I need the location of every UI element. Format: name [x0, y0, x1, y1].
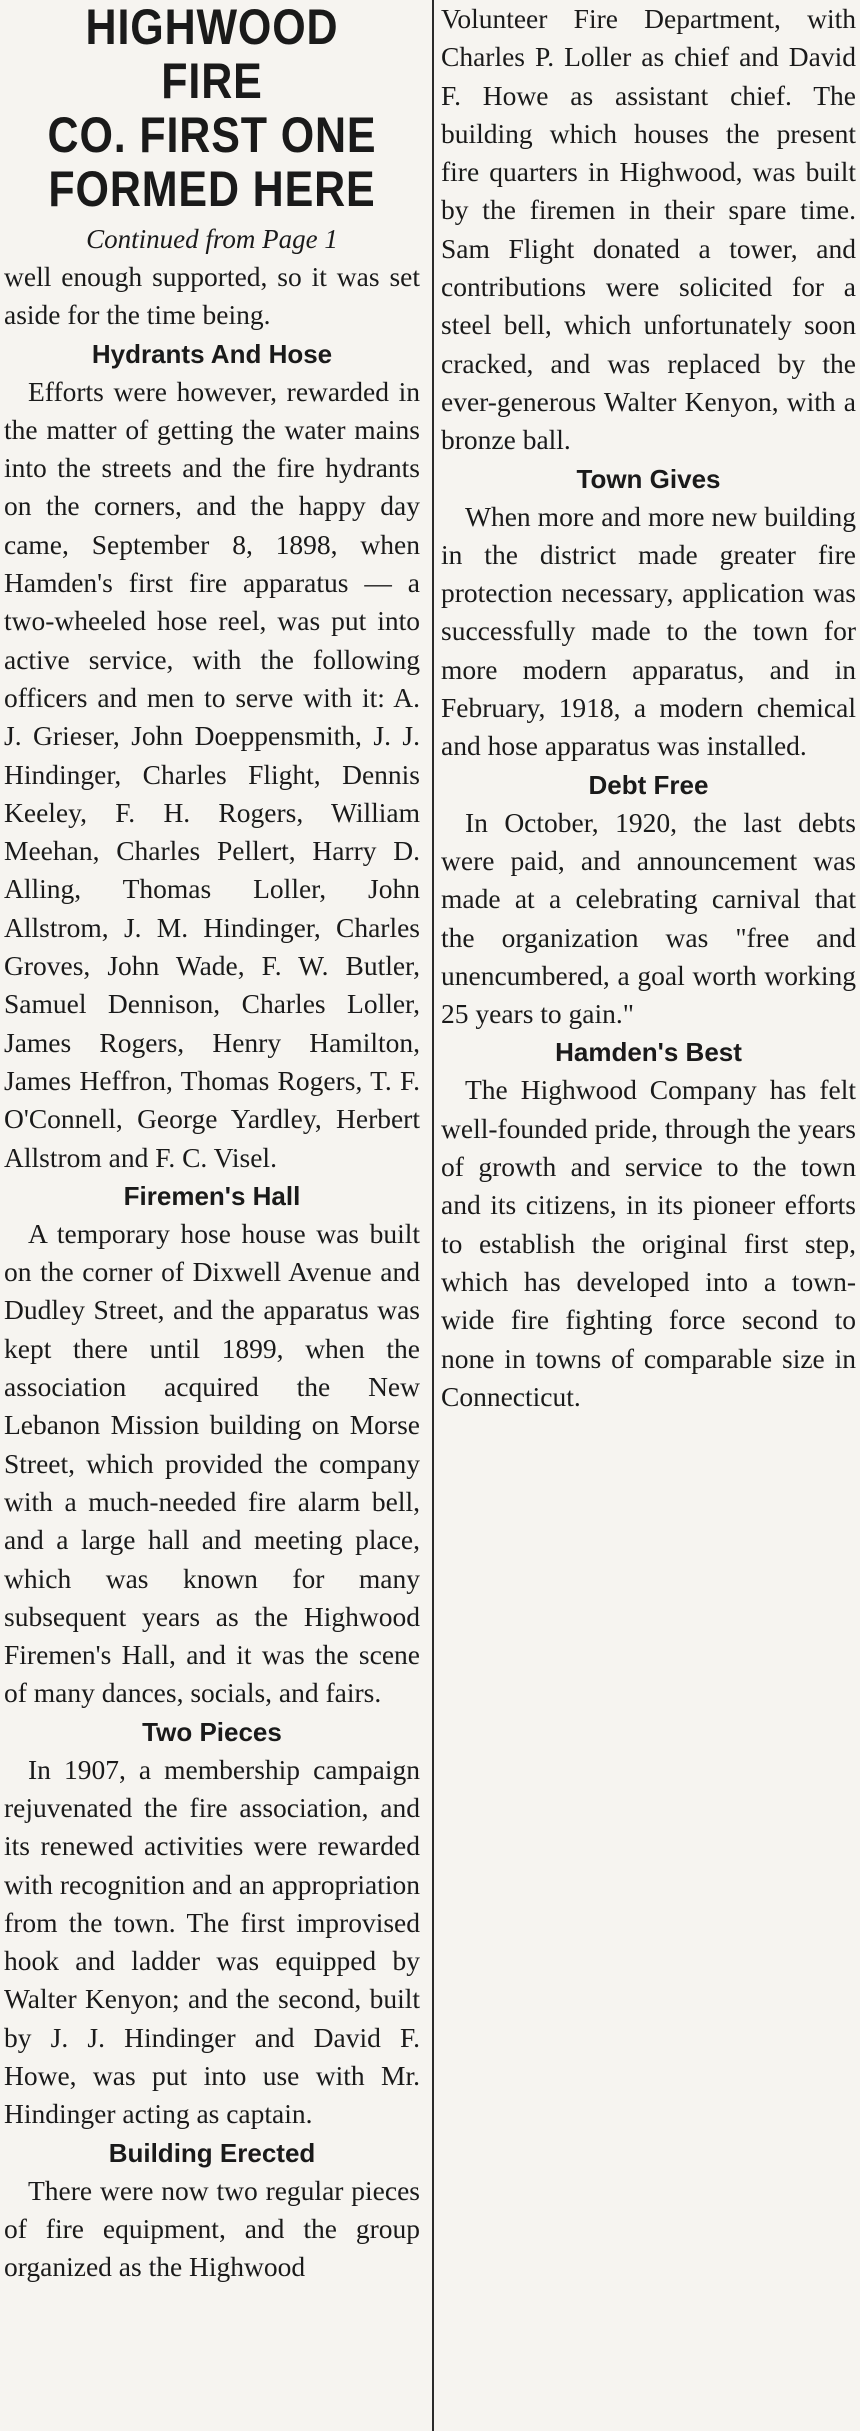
- section-subhead: Hydrants And Hose: [91, 338, 333, 369]
- headline: [33, 0, 391, 216]
- headline-line-2: CO. FIRST ONE: [47, 107, 377, 163]
- left-column: [0, 0, 426, 2287]
- body-paragraph: Volunteer Fire Department, with Charles P. Loller as chief and David F. Howe as assistant chief. The building which houses the present fire quarters in Highwood, was built by the firemen in their spare time. Sam Flight donated a tower, and contributions were solicited for a steel bell, which unfortunately soon cracked, and was replaced by the ever-generous Walter Kenyon, with a bronze ball.: [441, 3, 856, 456]
- body-paragraph: The Highwood Company has felt well-founded pride, through the years of growth and service to the town and its citizens, in its pioneer efforts to establish the original first step, which has developed into a town-wide fire fighting force second to none in towns of comparable size in Connecticut.: [441, 1074, 856, 1412]
- right-column-body: [441, 0, 856, 1416]
- body-paragraph: When more and more new building in the district made greater fire protection necessary, application was successfully made to the town for more modern apparatus, and in February, 1918, a modern chemical and hose apparatus was installed.: [441, 500, 856, 762]
- body-paragraph: A temporary hose house was built on the corner of Dixwell Avenue and Dudley Street, and the apparatus was kept there until 1899, when the association acquired the New Lebanon Mission building on Morse Street, which provided the company with a much-needed fire alarm bell, and a large hall and meeting place, which was known for many subsequent years as the Highwood Firemen's Hall, and it was the scene of many dances, socials, and fairs.: [4, 1217, 420, 1709]
- section-subhead: Debt Free: [588, 769, 709, 800]
- headline-line-1: HIGHWOOD FIRE: [85, 0, 339, 109]
- headline-line-3: FORMED HERE: [48, 161, 376, 217]
- body-paragraph: In 1907, a membership campaign rejuvenated the fire association, and its renewed activities were rewarded with recognition and an appropriation from the town. The first improvised hook and ladder was equipped by Walter Kenyon; and the second, built by J. J. Hindinger and David F. Howe, was put into use with Mr. Hindinger acting as captain.: [4, 1753, 420, 2130]
- right-column: [441, 0, 860, 1416]
- body-paragraph: Efforts were however, rewarded in the matter of getting the water mains into the streets and the fire hydrants on the corners, and the happy day came, September 8, 1898, when Hamden's first fire apparatus — a two-wheeled hose reel, was put into active service, with the following officers and men to serve with it: A. J. Grieser, John Doeppensmith, J. J. Hindinger, Charles Flight, Dennis Keeley, F. H. Rogers, William Meehan, Charles Pellert, Harry D. Alling, Thomas Loller, John Allstrom, J. M. Hindinger, Charles Groves, John Wade, F. W. Butler, Samuel Dennison, Charles Loller, James Rogers, Henry Hamilton, James Heffron, Thomas Rogers, T. F. O'Connell, George Yardley, Herbert Allstrom and F. C. Visel.: [4, 375, 420, 1173]
- section-subhead: Building Erected: [108, 2137, 316, 2168]
- left-column-body: [4, 258, 420, 2287]
- section-subhead: Firemen's Hall: [123, 1180, 301, 1211]
- body-paragraph: well enough supported, so it was set aside for the time being.: [4, 261, 420, 331]
- section-subhead: Two Pieces: [142, 1716, 282, 1747]
- continued-from-note: Continued from Page 1: [86, 224, 338, 254]
- section-subhead: Hamden's Best: [555, 1037, 742, 1068]
- body-paragraph: In October, 1920, the last debts were paid, and announcement was made at a celebrating carnival that the organization was "free and unencumbered, a goal worth working 25 years to gain.": [441, 806, 856, 1030]
- body-paragraph: There were now two regular pieces of fire equipment, and the group organized as the Highwood: [4, 2174, 420, 2283]
- column-divider: [432, 0, 434, 2431]
- section-subhead: Town Gives: [576, 463, 721, 494]
